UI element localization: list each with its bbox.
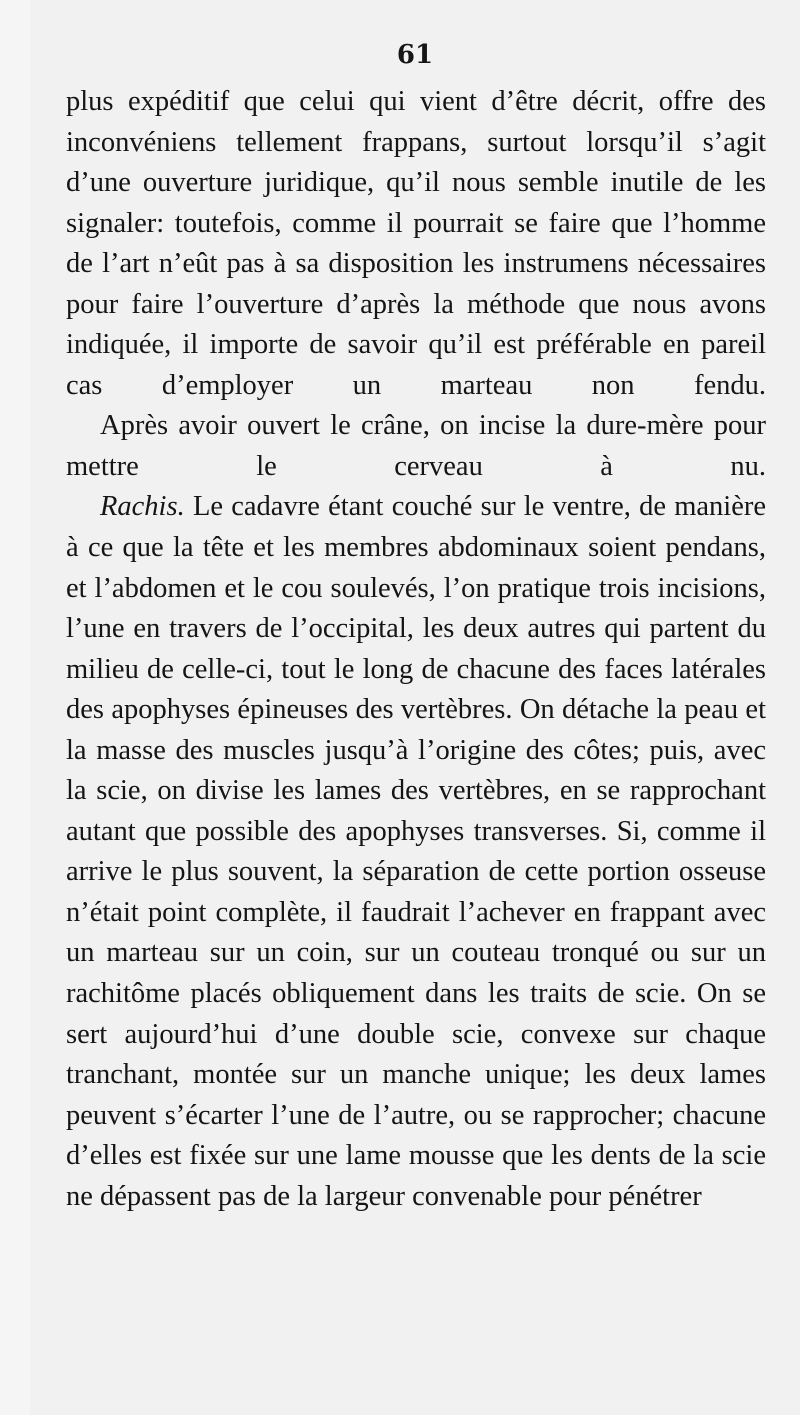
section-lead-word: Rachis. — [100, 491, 185, 523]
paragraph-text: Le cadavre étant couché sur le ventre, de manière à ce que la tête et les membres abdominaux soient pendans, et l’abdomen et le cou soulevés, l’on pratique trois incisions, l’une en travers de l’occipital, les deux autres qui partent du milieu de celle-ci, tout le long de chacune des faces latérales des apophyses épineuses des vertèbres. On détache la peau et la masse des muscles jusqu’à l’origine des côtes; puis, avec la scie, on divise les lames des vertèbres, en se rapprochant autant que possible des apophyses transverses. Si, comme il arrive le plus souvent, la séparation de cette portion osseuse n’était point complète, il faudrait l’achever en frappant avec un marteau sur un coin, sur un couteau tronqué ou sur un rachitôme placés obliquement dans les traits de scie. On se sert aujourd’hui d’une double scie, convexe sur chaque tranchant, montée sur un manche unique; les deux lames peuvent s’écarter l’une de l’autre, ou se rapprocher; chacune d’elles est fixée sur une lame mousse que les dents de la scie ne dépassent pas de la largeur convenable pour pénétrer — [66, 491, 766, 1212]
page-number: 61 — [396, 40, 434, 70]
paragraph-crane — [66, 406, 766, 487]
paragraph-rachis — [66, 487, 766, 1217]
page-body — [66, 82, 766, 1217]
paragraph-continuation — [66, 82, 766, 406]
paragraph-text: plus expéditif que celui qui vient d’être décrit, offre des inconvéniens tellement frappans, surtout lorsqu’il s’agit d’une ouverture juridique, qu’il nous semble inutile de les signaler: toutefois, comme il pourrait se faire que l’homme de l’art n’eût pas à sa disposition les instrumens nécessaires pour faire l’ouverture d’après la méthode que nous avons indiquée, il importe de savoir qu’il est préférable en pareil cas d’employer un marteau non fendu. — [66, 86, 766, 401]
book-gutter — [0, 0, 30, 1415]
book-page — [30, 0, 800, 1415]
paragraph-text: Après avoir ouvert le crâne, on incise la dure-mère pour mettre le cerveau à nu. — [66, 410, 766, 482]
